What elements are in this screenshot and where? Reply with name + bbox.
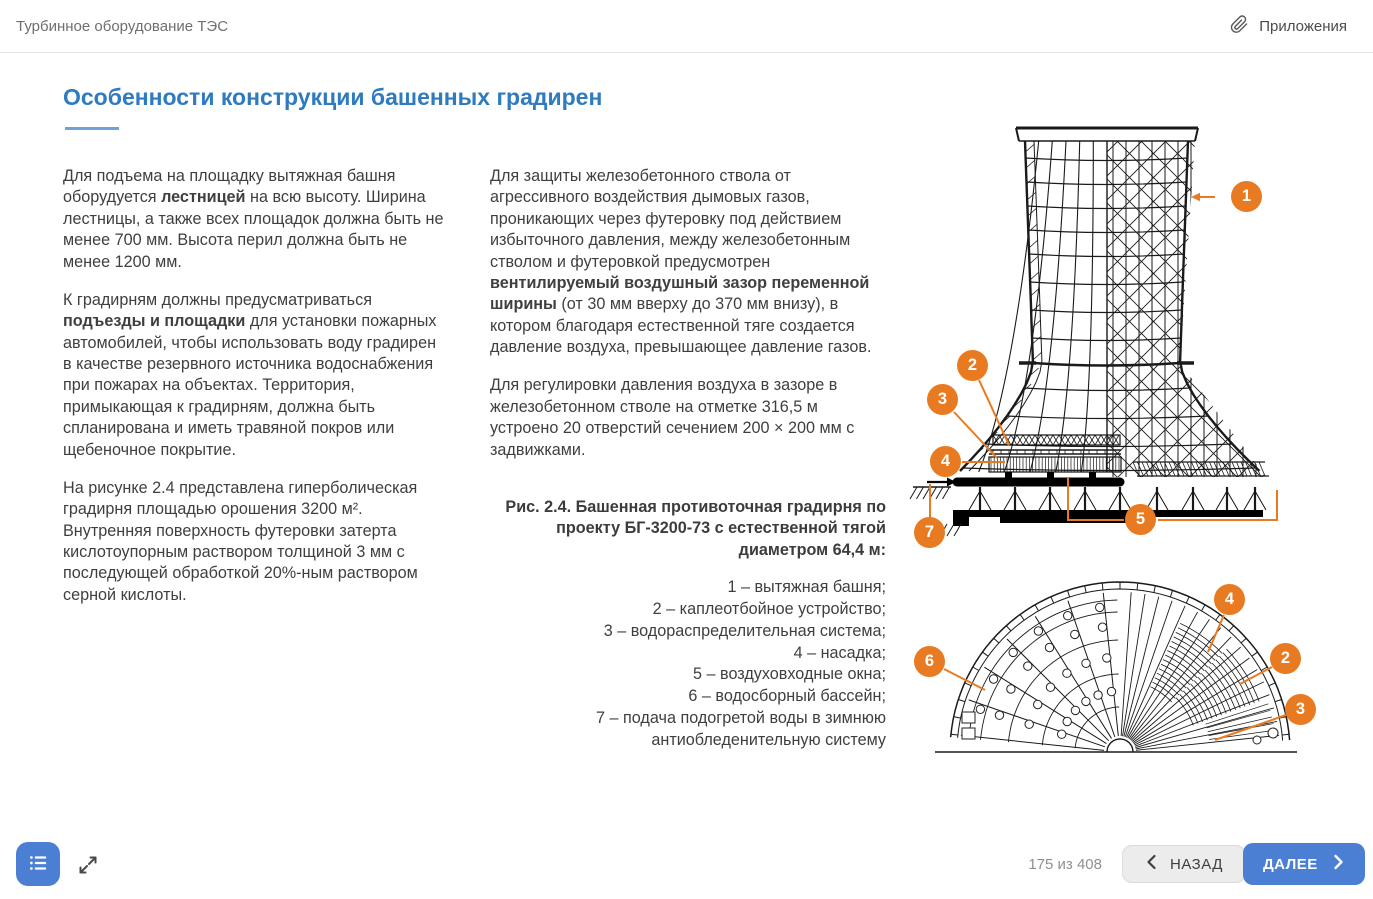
attachments-button[interactable] — [1229, 14, 1347, 38]
course-title: Турбинное оборудование ТЭС — [16, 17, 229, 35]
list-icon — [27, 852, 49, 877]
fullscreen-button[interactable] — [76, 853, 100, 877]
text-column-left — [63, 166, 447, 623]
chevron-left-icon — [1145, 854, 1158, 874]
text-column-middle — [490, 166, 886, 752]
figure-legend — [490, 577, 886, 752]
next-label: ДАЛЕЕ — [1263, 855, 1318, 873]
elevation-callout-1: 1 — [1231, 181, 1262, 212]
legend-item-7: 7 – подача подогретой воды в зимнюю антиобледенительную систему — [596, 709, 886, 750]
page-title: Особенности конструкции башенных градирен — [63, 84, 603, 110]
legend-item-5: 5 – воздуховходные окна; — [693, 665, 886, 684]
cooling-tower-plan-figure — [905, 572, 1367, 794]
legend-item-3: 3 – водораспределительная система; — [603, 621, 886, 640]
figure-caption: Рис. 2.4. Башенная противоточная градирня по проекту БГ-3200-73 с естественной тягой диаметром 64,4 м: — [505, 497, 886, 559]
paperclip-icon — [1229, 14, 1249, 38]
plan-callout-2: 2 — [1270, 643, 1301, 674]
menu-button[interactable] — [16, 842, 60, 886]
paragraph-access: К градирням должны предусматриваться подъезды и площадки для установки пожарных автомобилей, чтобы использовать воду градирен в качестве резервного источника водоснабжения при пожарах на объектах. Территория, примыкающая к градирням, должна быть спланирована и иметь травяной покров или щебеночное покрытие. — [63, 290, 437, 459]
elevation-callout-3: 3 — [927, 384, 958, 415]
back-label: НАЗАД — [1170, 855, 1223, 873]
plan-callout-6: 6 — [914, 646, 945, 677]
chevron-right-icon — [1332, 854, 1345, 874]
plan-callout-3: 3 — [1285, 694, 1316, 725]
paragraph-air-gap: Для защиты железобетонного ствола от агрессивного воздействия дымовых газов, проникающих через футеровку под действием избыточного давления, между железобетонным стволом и футеровкой предусмотрен вентилируемый воздушный зазор переменной ширины (от 30 мм вверху до 370 мм внизу), в котором благодаря естественной тяге создается давление воздуха, превышающее давление газов. — [490, 167, 872, 356]
title-underline — [65, 127, 119, 130]
paragraph-ladder: Для подъема на площадку вытяжная башня оборудуется лестницей на всю высоту. Ширина лестницы, а также всех площадок должна быть не менее 700 мм. Высота перил должна быть не менее 1200 мм. — [63, 167, 444, 271]
expand-arrows-icon — [76, 865, 100, 880]
elevation-callout-4: 4 — [930, 446, 961, 477]
attachments-label: Приложения — [1259, 17, 1347, 35]
legend-item-4: 4 – насадка; — [793, 643, 886, 662]
elevation-callout-5: 5 — [1125, 504, 1156, 535]
plan-callout-4: 4 — [1214, 584, 1245, 615]
paragraph-pressure-regulation: Для регулировки давления воздуха в зазоре в железобетонном стволе на отметке 316,5 м устроено 20 отверстий сечением 200 × 200 мм с задвижками. — [490, 376, 855, 459]
legend-item-6: 6 – водосборный бассейн; — [688, 687, 886, 706]
legend-item-1: 1 – вытяжная башня; — [727, 578, 886, 596]
cooling-tower-elevation-figure — [905, 120, 1367, 572]
elevation-callout-2: 2 — [957, 350, 988, 381]
plan-drawing-svg — [905, 572, 1367, 794]
legend-item-2: 2 – каплеотбойное устройство; — [652, 599, 886, 618]
page-indicator: 175 из 408 — [1028, 856, 1102, 873]
elevation-callout-7: 7 — [914, 517, 945, 548]
back-button[interactable] — [1122, 845, 1246, 883]
next-button[interactable] — [1243, 843, 1365, 885]
paragraph-figure-intro: На рисунке 2.4 представлена гиперболическая градирня площадью орошения 3200 м². Внутренняя поверхность футеровки затерта кислотоупорным раствором толщиной 3 мм с последующей обработкой 20%-ным раствором серной кислоты. — [63, 478, 418, 604]
top-bar — [0, 0, 1373, 53]
